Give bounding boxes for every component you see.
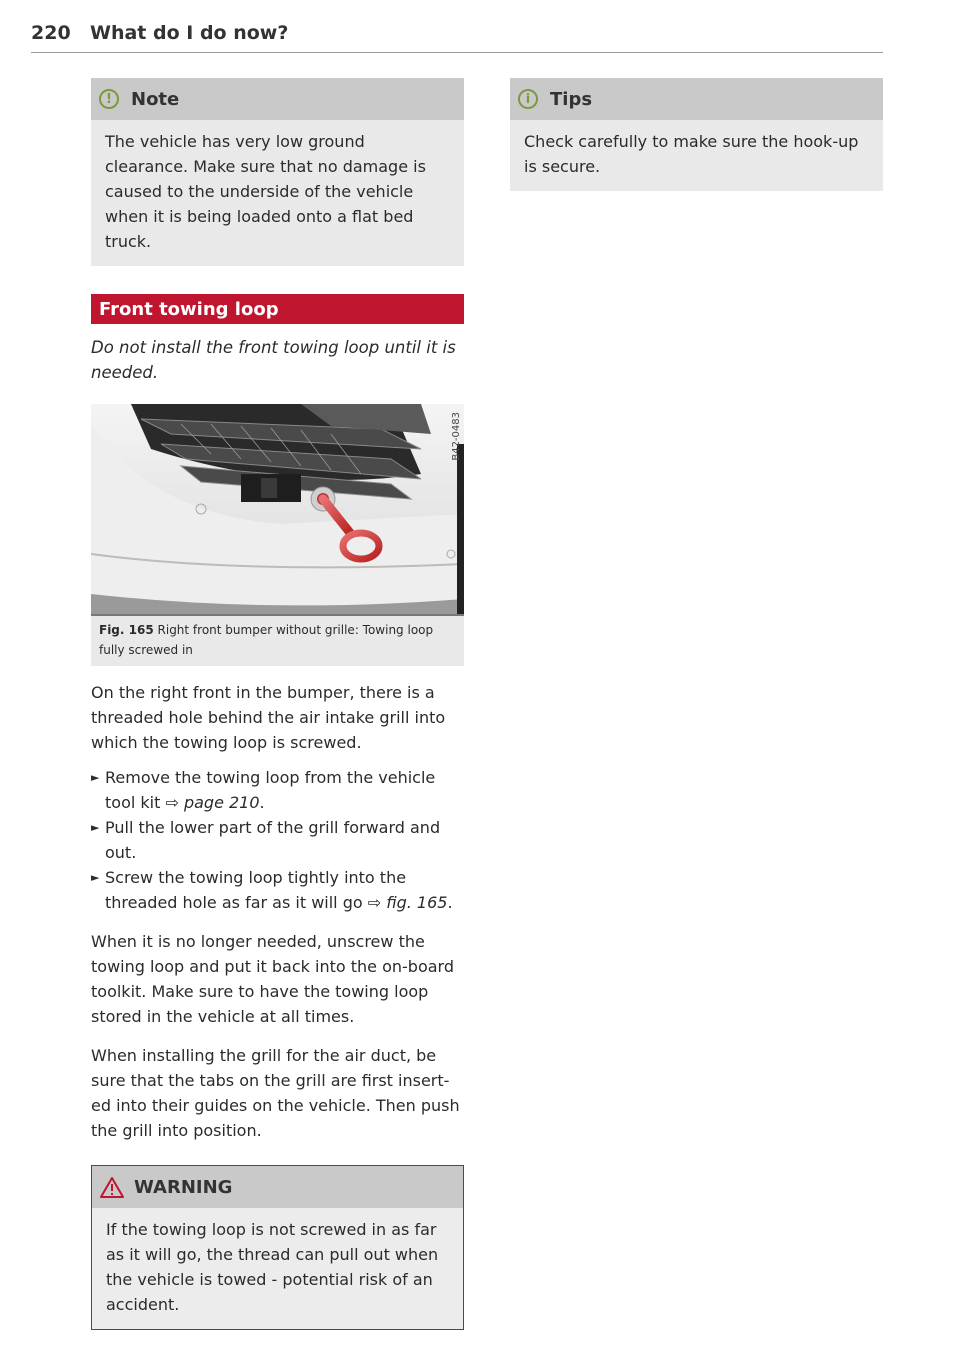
step-end: .	[259, 793, 265, 812]
tips-header	[510, 78, 883, 120]
tips-text: Check carefully to make sure the hook-up is secure.	[524, 132, 859, 176]
figure-label: Fig. 165	[99, 623, 154, 637]
right-column	[510, 78, 883, 191]
paragraph-install-grill: When installing the grill for the air duct, be sure that the tabs on the grill are first insert-ed into their guides on the vehicle. Then push the grill into position.	[91, 1046, 460, 1140]
step-item	[91, 765, 464, 815]
warning-title: WARNING	[134, 1176, 233, 1198]
step-item	[91, 865, 464, 915]
step-text: Remove the towing loop from the vehicle tool kit	[105, 768, 436, 812]
note-header	[91, 78, 464, 120]
note-title: Note	[131, 88, 180, 110]
tips-title: Tips	[550, 88, 593, 110]
bullet-arrow-icon: ►	[91, 821, 100, 834]
front-towing-heading: Front towing loop	[91, 294, 464, 324]
exclamation-circle-icon: !	[99, 89, 119, 109]
left-column	[91, 78, 464, 1330]
bullet-arrow-icon: ►	[91, 771, 100, 784]
note-box	[91, 78, 464, 266]
figure-reference-link[interactable]: ⇨ fig. 165	[367, 893, 448, 912]
tips-box	[510, 78, 883, 191]
step-end: .	[447, 893, 453, 912]
bullet-arrow-icon: ►	[91, 871, 100, 884]
figure-caption-text: Right front bumper without grille: Towing loop fully screwed in	[99, 623, 434, 657]
page-reference-link[interactable]: ⇨ page 210	[165, 793, 260, 812]
paragraph-unscrew: When it is no longer needed, unscrew the towing loop and put it back into the on-board toolkit. Make sure to have the towing loop stored in the vehicle at all times.	[91, 932, 454, 1026]
warning-header	[92, 1166, 463, 1208]
figure-caption	[91, 616, 464, 666]
warning-triangle-icon	[100, 1177, 124, 1198]
front-towing-intro: Do not install the front towing loop until it is needed.	[91, 338, 456, 382]
note-text: The vehicle has very low ground clearance. Make sure that no damage is caused to the underside of the vehicle when it is being loaded onto a flat bed truck.	[105, 132, 426, 251]
page-header	[31, 22, 883, 53]
warning-box	[91, 1165, 464, 1330]
info-circle-icon: i	[518, 89, 538, 109]
figure-code: B42-0483	[451, 412, 462, 461]
figure-165	[91, 404, 464, 666]
section-title: What do I do now?	[90, 22, 289, 44]
step-text: Pull the lower part of the grill forward and out.	[105, 818, 441, 862]
warning-text: If the towing loop is not screwed in as far as it will go, the thread can pull out when the vehicle is towed - potential risk of an accident.	[92, 1208, 463, 1329]
step-item	[91, 815, 464, 865]
step-text: Screw the towing loop tightly into the threaded hole as far as it will go	[105, 868, 407, 912]
page-number: 220	[31, 22, 71, 44]
steps-list	[91, 765, 464, 915]
paragraph-threaded-hole: On the right front in the bumper, there is a threaded hole behind the air intake grill into which the towing loop is screwed.	[91, 683, 446, 752]
bumper-towing-loop-illustration	[91, 404, 464, 616]
